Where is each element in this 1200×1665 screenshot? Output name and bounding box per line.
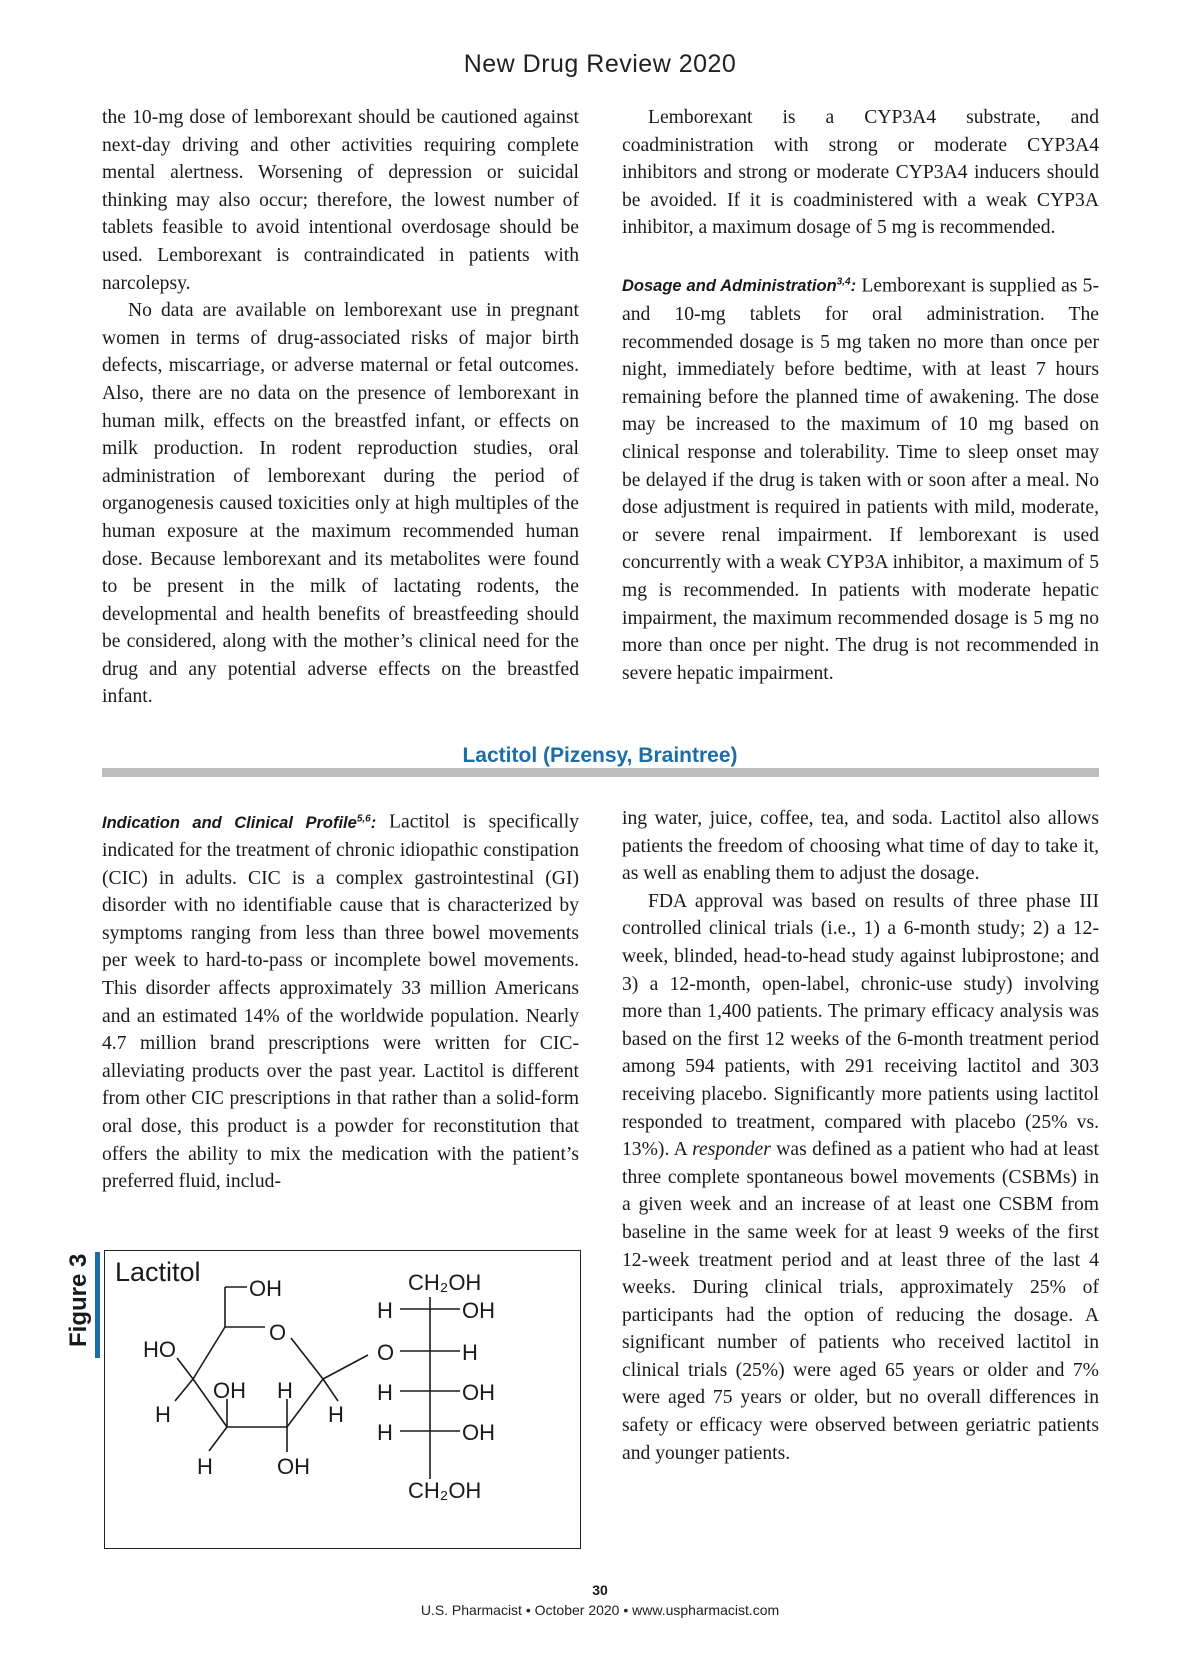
atom-label: H — [155, 1402, 171, 1427]
top-right-column — [622, 104, 1099, 687]
bottom-left-column — [102, 805, 579, 1196]
section-title: Lactitol (Pizensy, Braintree) — [462, 744, 738, 767]
atom-label: CH₂OH — [408, 1478, 482, 1503]
atom-label: H — [377, 1298, 393, 1323]
page-number: 30 — [592, 1582, 608, 1598]
atom-label: H — [197, 1454, 213, 1479]
indication-heading: Indication and Clinical Profile$^{5,6}$: — [102, 813, 377, 832]
reference-superscript: 3,4 — [836, 276, 851, 288]
top-left-column — [102, 104, 579, 711]
indication-paragraph: Indication and Clinical Profile$^{5,6}$: Lactitol is specifically indicated for the treatment of chronic idiopathic constipation (CIC) in adults. CIC is a complex gastrointestinal (GI) disorder with no identifiable cause that is characterized by symptoms ranging from less than three bowel movements per week to hard-to-pass or incomplete bowel movements. This disorder affects approximately 33 million Americans and an estimated 14% of the worldwide population. Nearly 4.7 million brand prescriptions were written for CIC-alleviating products over the past year. Lactitol is different from other CIC prescriptions in that rather than a solid-form oral dose, this product is a powder for reconstitution that offers the ability to mix the medication with the patient’s preferred fluid, includ- — [102, 811, 579, 1193]
paragraph: No data are available on lemborexant use in pregnant women in terms of drug-associated risks of major birth defects, miscarriage, or adverse maternal or fetal outcomes. Also, there are no data on the presence of lemborexant in human milk, effects on the breastfed infant, or effects on milk production. In rodent reproduction studies, oral administration of lemborexant during the period of organogenesis caused toxicities only at high multiples of the human exposure at the maximum recommended human dose. Because lemborexant and its metabolites were found to be present in the milk of lactating rodents, the developmental and health benefits of breastfeeding should be considered, along with the mother’s clinical need for the drug and any potential adverse effects on the breastfed infant. — [102, 300, 579, 708]
atom-label: OH — [277, 1454, 310, 1479]
atom-label: H — [462, 1340, 478, 1365]
atom-label: H — [277, 1378, 293, 1403]
atom-label: CH₂OH — [408, 1270, 482, 1295]
paragraph: the 10-mg dose of lemborexant should be cautioned against next-day driving and other activities requiring complete mental alertness. Worsening of depression or suicidal thinking may also occur; therefore, the lowest number of tablets feasible to avoid intentional overdosage should be used. Lemborexant is contraindicated in patients with narcolepsy. — [102, 107, 579, 294]
paragraph: ing water, juice, coffee, tea, and soda. Lactitol also allows patients the freedom of choosing what time of day to take it, as well as enabling them to adjust the dosage. — [622, 808, 1099, 885]
atom-label: OH — [213, 1378, 246, 1403]
page-footer: U.S. Pharmacist • October 2020 • www.uspharmacist.com — [420, 1602, 780, 1618]
atom-label: H — [377, 1420, 393, 1445]
atom-label: OH — [462, 1380, 495, 1405]
atom-label: OH — [462, 1298, 495, 1323]
atom-label: HO — [143, 1337, 176, 1362]
atom-label: H — [328, 1402, 344, 1427]
figure-tab-bar — [95, 1252, 100, 1358]
section-divider — [102, 768, 1099, 777]
atom-label: O — [269, 1320, 287, 1345]
dosage-paragraph: Dosage and Administration$^{3,4}$: Lemborexant is supplied as 5- and 10-mg tablets for oral administration. The recommended dosage is 5 mg taken no more than once per night, immediately before bedtime, with at least 7 hours remaining before the planned time of awakening. The dose may be increased to the maximum of 10 mg based on clinical response and tolerability. Time to sleep onset may be delayed if the drug is taken with or soon after a meal. No dose adjustment is required in patients with mild, moderate, or severe renal impairment. If lemborexant is used concurrently with a weak CYP3A inhibitor, a maximum of 5 mg is recommended. In patients with moderate hepatic impairment, the maximum recommended dosage is 5 mg no more than once per night. The drug is not recommended in severe hepatic impairment. — [622, 275, 1099, 684]
running-header: New Drug Review 2020 — [463, 50, 737, 78]
emphasis-term: responder — [692, 1139, 771, 1161]
bottom-right-column — [622, 805, 1099, 1467]
atom-label: H — [377, 1380, 393, 1405]
fda-approval-paragraph: FDA approval was based on results of three phase III controlled clinical trials (i.e., 1) a 6-month study; 2) a 12-week, blinded, head-to-head study against lubiprostone; and 3) a 12-month, open-label, chronic-use study) involving more than 1,400 patients. The primary efficacy analysis was based on the first 12 weeks of the 6-month treatment period among 594 patients, with 291 receiving lactitol and 303 receiving placebo. Significantly more patients using lactitol responded to treatment, compared with placebo (25% vs. 13%). A responder was defined as a patient who had at least three complete spontaneous bowel movements (CSBMs) in a given week and an increase of at least one CSBM from baseline in the same week for at least 9 weeks of the first 12-week treatment period and at least three of the last 4 weeks. During clinical trials, approximately 25% of participants had the option of reducing the dosage. A significant number of patients who received lactitol in clinical trials (25%) were aged 65 years or older and 7% were aged 75 years or older, but no overall differences in safety or efficacy were observed between geriatric patients and younger patients. — [622, 890, 1099, 1464]
atom-label: O — [377, 1340, 395, 1365]
atom-label: OH — [249, 1276, 282, 1301]
figure-tab — [60, 1252, 100, 1358]
lactitol-structure-figure — [104, 1250, 581, 1549]
atom-label: OH — [462, 1420, 495, 1445]
figure-title: Lactitol — [115, 1257, 201, 1287]
figure-label: Figure 3 — [65, 1253, 92, 1347]
dosage-heading: Dosage and Administration$^{3,4}$: — [622, 276, 857, 296]
paragraph: Lemborexant is a CYP3A4 substrate, and coadministration with strong or moderate CYP3A4 inhibitors and strong or moderate CYP3A4 inducers should be avoided. If it is coadministered with a weak CYP3A inhibitor, a maximum dosage of 5 mg is recommended. — [622, 107, 1099, 239]
chemical-structure-diagram — [105, 1251, 580, 1548]
reference-superscript: 5,6 — [356, 813, 371, 824]
